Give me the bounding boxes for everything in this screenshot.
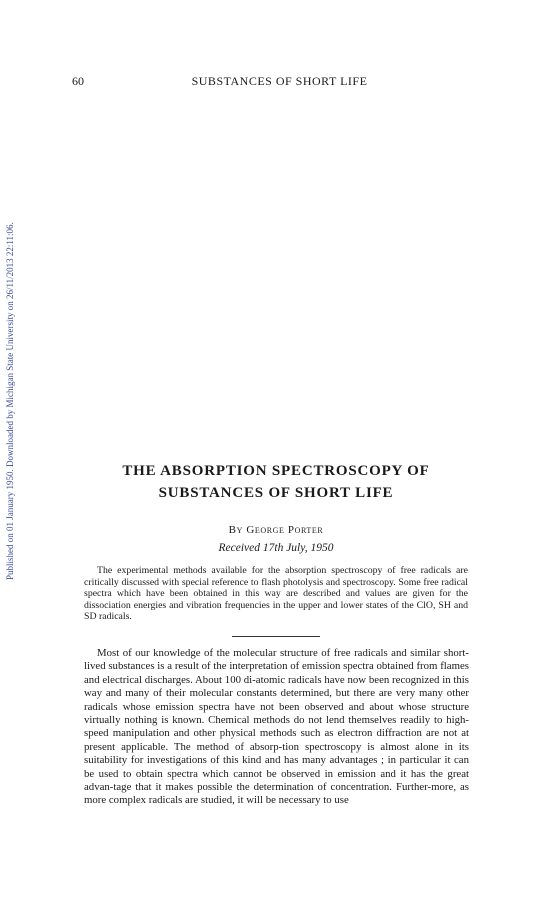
article-title [60,460,492,504]
running-title: SUBSTANCES OF SHORT LIFE [191,74,368,88]
body-paragraph: Most of our knowledge of the molecular structure of free radicals and similar short-lived substances is a result of the interpretation of emission spectra obtained from flames and electrical discharges. About 100 di-atomic radicals have now been recognized in this way and many of their molecular constants determined, but there are very many other radicals whose emission spectra have not been observed and about whose structure virtually nothing is known. Chemical methods do not lend themselves readily to high-speed manipulation and other physical methods such as electron diffraction are not at present applicable. The method of absorp-tion spectroscopy is almost alone in its suitability for investigations of this kind and has many advantages ; in particular it can be used to obtain spectra which cannot be observed in emission and it has the great advan-tage that it makes possible the determination of concentration. Further-more, as more complex radicals are studied, it will be necessary to use [84,647,469,807]
download-watermark [3,120,17,580]
page-number: 60 [72,74,84,88]
section-divider [232,636,320,637]
received-date: Received 17th July, 1950 [218,542,334,554]
running-head [72,74,492,90]
article-title-line-1: THE ABSORPTION SPECTROSCOPY OF [122,463,430,479]
download-watermark-text: Published on 01 January 1950. Downloaded by Michigan State University on 26/11/2013 22:11:06. [5,222,15,580]
author-byline: By George Porter [228,524,324,536]
abstract: The experimental methods available for the absorption spectroscopy of free radicals are critically discussed with special reference to flash photolysis and spectroscopy. Some free radical spectra which have been obtained in this way are described and values are given for the dissociation energies and vibration frequencies in the upper and lower states of the ClO, SH and SD radicals. [84,565,468,623]
article-title-line-2: SUBSTANCES OF SHORT LIFE [158,485,394,501]
